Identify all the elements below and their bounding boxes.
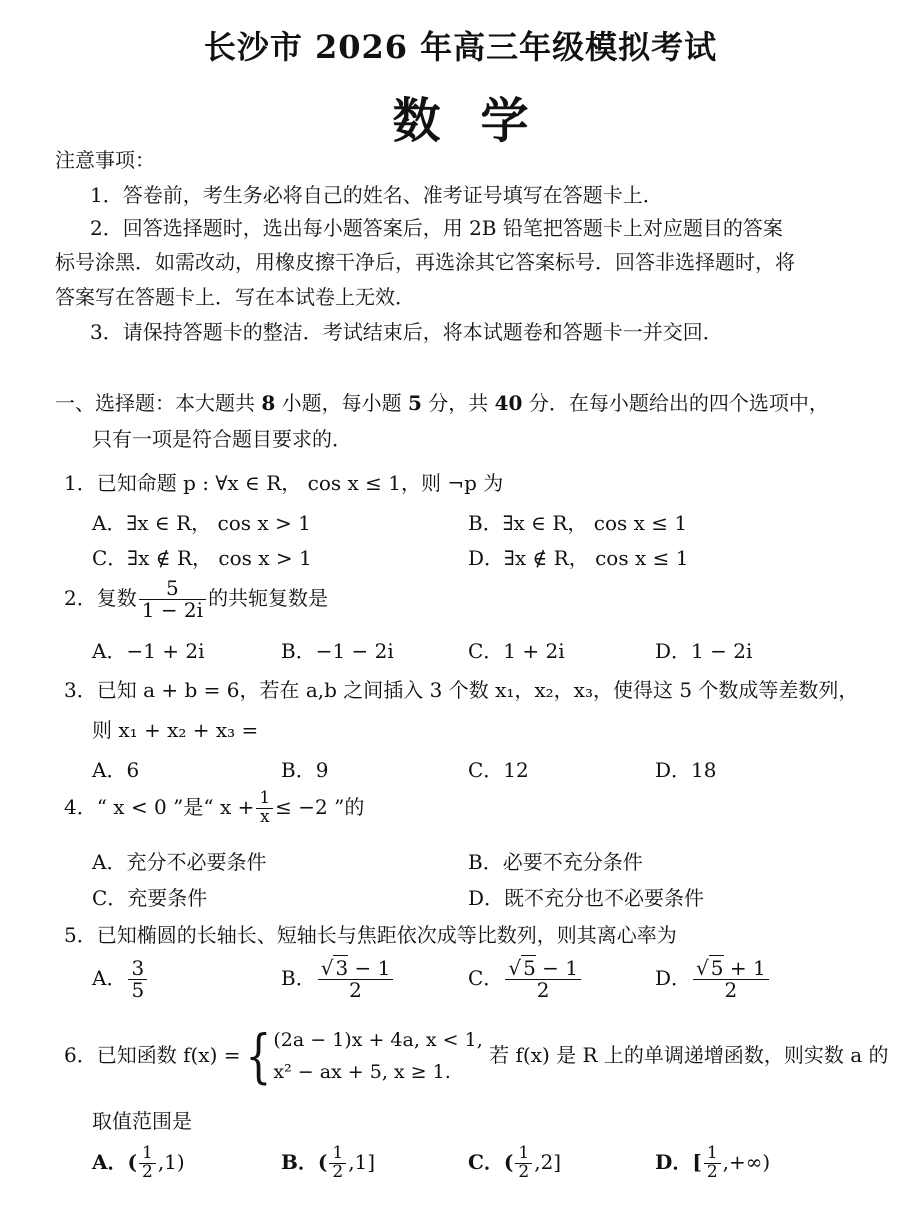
notice-item-3: 3．请保持答题卡的整洁．考试结束后，将本试题卷和答题卡一并交回． — [90, 320, 723, 344]
question-6-option-a — [92, 1145, 185, 1182]
option-rest: ,1] — [348, 1149, 376, 1174]
option-label: B． — [281, 966, 316, 990]
section-points: 5 — [408, 391, 422, 415]
notice-heading: 注意事项： — [55, 148, 155, 172]
fraction-numerator: √ 5 + 1 — [693, 958, 769, 980]
question-4-prefix: 4．“ x < 0 ”是“ x + — [64, 794, 255, 819]
fraction-numerator: 1 — [256, 790, 273, 809]
notice-item-1: 1．答卷前，考生务必将自己的姓名、准考证号填写在答题卡上． — [90, 183, 663, 207]
option-fraction — [693, 958, 769, 1001]
fraction-numerator: 1 — [139, 1145, 156, 1164]
sqrt-radicand: 5 — [710, 956, 724, 980]
section-text-d: 分．在每小题给出的四个选项中， — [522, 391, 829, 415]
option-label: D． — [655, 966, 692, 990]
sqrt-radicand: 3 — [335, 956, 349, 980]
question-4-option-a: A．充分不必要条件 — [92, 850, 267, 874]
fraction-numerator: √ 3 − 1 — [318, 958, 394, 980]
question-3-option-c: C．12 — [468, 758, 529, 782]
fraction-numerator: 5 — [139, 578, 206, 600]
section-text-c: 分，共 — [421, 391, 495, 415]
question-3-stem-line-2: 则 x₁ + x₂ + x₃ = — [92, 718, 259, 742]
question-3-option-b: B．9 — [281, 758, 329, 782]
question-4-stem — [64, 790, 364, 827]
cases-brace: { — [246, 1022, 272, 1091]
fraction-numerator: 1 — [515, 1145, 532, 1164]
question-4-fraction — [256, 790, 273, 827]
question-2-fraction — [139, 578, 206, 621]
question-4-suffix: ≤ −2 ”的 — [275, 794, 365, 819]
option-fraction — [128, 958, 147, 1001]
question-6-stem-line-2: 取值范围是 — [92, 1109, 192, 1133]
fraction-denominator: 2 — [706, 1161, 718, 1182]
question-4-option-d: D．既不充分也不必要条件 — [468, 886, 705, 910]
question-5-stem: 5．已知椭圆的长轴长、短轴长与焦距依次成等比数列，则其离心率为 — [64, 923, 677, 947]
question-5-option-d — [655, 958, 771, 1001]
case-2: x² − ax + 5, x ≥ 1. — [273, 1061, 451, 1084]
question-2-suffix: 的共轭复数是 — [208, 586, 329, 610]
question-6-option-b — [281, 1145, 375, 1182]
piecewise-cases — [273, 1024, 482, 1089]
question-5-option-c — [468, 958, 583, 1001]
fraction-denominator: 5 — [131, 978, 145, 1002]
option-label: C． — [468, 966, 504, 990]
question-5-option-b — [281, 958, 395, 1001]
option-fraction — [139, 1145, 156, 1182]
fraction-denominator: 2 — [536, 978, 550, 1002]
question-2-option-b: B．−1 − 2i — [281, 639, 394, 663]
section-count: 8 — [261, 391, 276, 415]
question-4-option-c: C．充要条件 — [92, 886, 208, 910]
numerator-rest: + 1 — [723, 956, 766, 980]
fraction-numerator: 3 — [128, 958, 147, 980]
fraction-denominator: 2 — [724, 978, 738, 1002]
question-2-prefix: 2．复数 — [64, 586, 137, 610]
fraction-denominator: 2 — [349, 978, 362, 1002]
option-fraction — [515, 1145, 532, 1182]
fraction-numerator: 1 — [704, 1145, 721, 1164]
question-6-option-d — [655, 1145, 770, 1182]
notice-item-2-line-3: 答案写在答题卡上．写在本试卷上无效． — [55, 285, 415, 309]
question-1-option-c: C．∃x ∉ R， cos x > 1 — [92, 546, 312, 570]
section-total: 40 — [494, 391, 523, 415]
fraction-denominator: 2 — [141, 1161, 153, 1182]
exam-subject: 数学 — [392, 93, 569, 149]
option-label: B．( — [281, 1149, 328, 1174]
question-4-option-b: B．必要不充分条件 — [468, 850, 643, 874]
section-text-a: 一、选择题：本大题共 — [55, 391, 262, 415]
option-label: A．( — [92, 1149, 137, 1174]
exam-title: 长沙市 2026 年高三年级模拟考试 — [203, 28, 718, 66]
numerator-rest: − 1 — [535, 956, 578, 980]
fraction-denominator: 2 — [332, 1161, 344, 1182]
question-2-option-a: A．−1 + 2i — [92, 639, 205, 663]
option-label: A． — [92, 966, 127, 990]
question-6-option-c — [468, 1145, 561, 1182]
option-rest: ,2] — [534, 1149, 562, 1174]
case-1: (2a − 1)x + 4a, x < 1, — [273, 1029, 483, 1051]
fraction-denominator: 1 − 2i — [141, 598, 204, 622]
option-label: C．( — [468, 1149, 514, 1174]
notice-item-2-line-1: 2．回答选择题时，选出每小题答案后，用 2B 铅笔把答题卡上对应题目的答案 — [90, 216, 783, 240]
option-fraction — [505, 958, 581, 1001]
option-fraction — [318, 958, 394, 1001]
question-1-option-a: A．∃x ∈ R， cos x > 1 — [92, 511, 311, 535]
question-5-option-a — [92, 958, 149, 1001]
question-1-option-b: B．∃x ∈ R， cos x ≤ 1 — [468, 511, 688, 535]
option-label: D．[ — [655, 1149, 702, 1174]
question-3-stem: 3．已知 a + b = 6，若在 a,b 之间插入 3 个数 x₁，x₂，x₃，使得这 5 个数成等差数列， — [64, 678, 859, 702]
question-2-option-c: C．1 + 2i — [468, 639, 565, 663]
question-3-option-d: D．18 — [655, 758, 717, 782]
numerator-rest: − 1 — [348, 956, 391, 980]
question-2-option-d: D．1 − 2i — [655, 639, 753, 663]
question-1-option-d: D．∃x ∉ R， cos x ≤ 1 — [468, 546, 689, 570]
section-heading-line-2: 只有一项是符合题目要求的． — [92, 427, 352, 451]
question-6-prefix: 6．已知函数 f(x) = — [64, 1042, 241, 1067]
fraction-numerator: √ 5 − 1 — [505, 958, 581, 980]
fraction-numerator: 1 — [329, 1145, 346, 1164]
question-1-stem: 1．已知命题 p : ∀x ∈ R， cos x ≤ 1，则 ¬p 为 — [64, 471, 504, 495]
fraction-denominator: x — [259, 806, 270, 827]
question-6-stem — [64, 1024, 889, 1089]
option-fraction — [704, 1145, 721, 1182]
question-6-suffix: 若 f(x) 是 R 上的单调递增函数，则实数 a 的 — [489, 1042, 889, 1067]
option-rest: ,+∞) — [722, 1149, 771, 1174]
option-rest: ,1) — [157, 1149, 185, 1174]
notice-item-2-line-2: 标号涂黑．如需改动，用橡皮擦干净后，再选涂其它答案标号．回答非选择题时，将 — [55, 250, 795, 274]
fraction-denominator: 2 — [518, 1161, 530, 1182]
section-text-b: 小题，每小题 — [275, 391, 408, 415]
section-heading — [55, 387, 829, 416]
question-2-stem — [64, 578, 328, 621]
option-fraction — [329, 1145, 346, 1182]
question-3-option-a: A．6 — [92, 758, 140, 782]
sqrt-radicand: 5 — [523, 956, 536, 980]
